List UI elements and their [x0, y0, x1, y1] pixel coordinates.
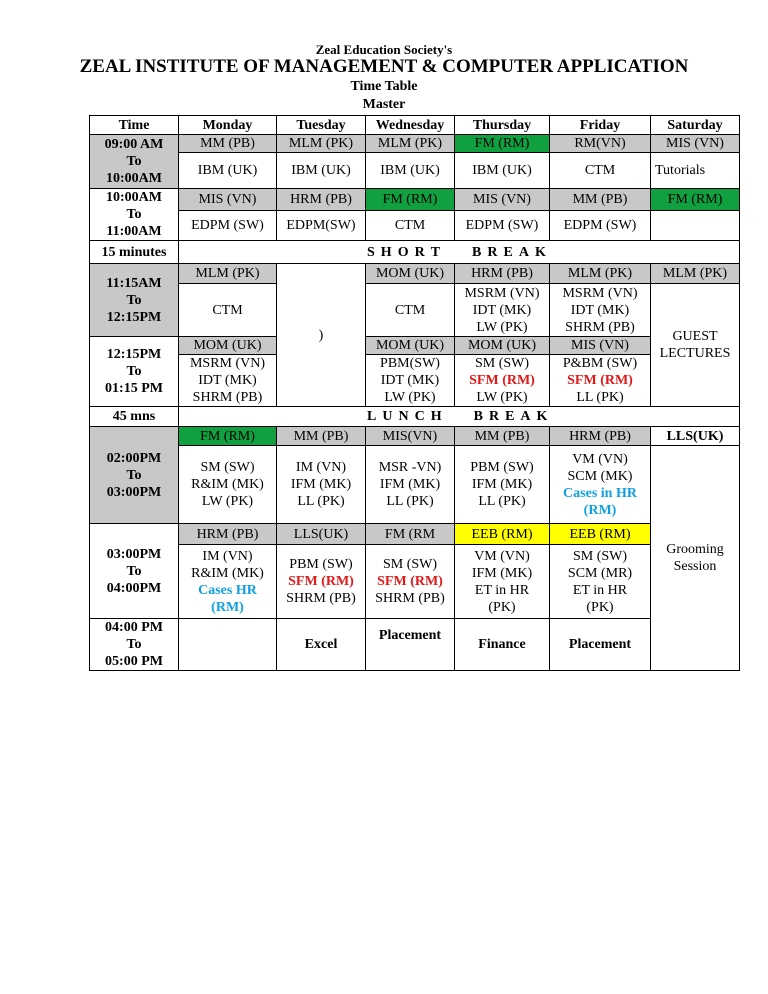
- break-letter: S: [367, 244, 381, 260]
- cell: [179, 355, 277, 407]
- cell-line: LECTURES: [659, 346, 731, 361]
- document-title: Time Table: [350, 79, 418, 94]
- cell-line: VM (VN): [474, 548, 530, 564]
- cell: MLM (PK): [179, 264, 277, 284]
- break-letter: B: [473, 409, 489, 424]
- cell: MM (PB): [179, 135, 277, 153]
- cell: HRM (PB): [455, 264, 550, 284]
- cell-line: SHRM (PB): [565, 319, 635, 335]
- cell-line: PBM(SW): [380, 356, 440, 371]
- cell-line: (RM): [211, 599, 244, 615]
- cell: FM (RM): [366, 189, 455, 211]
- cell-line: SM (SW): [200, 460, 255, 475]
- cell-line: SHRM (PB): [286, 591, 356, 606]
- lunch-break-row: [90, 407, 740, 427]
- cell: Tutorials: [651, 153, 740, 189]
- cell-line: IDT (MK): [472, 302, 532, 318]
- cell: [455, 545, 550, 619]
- cell: MIS(VN): [366, 427, 455, 446]
- cell: MOM (UK): [455, 337, 550, 355]
- time-text: 02:00PM: [106, 450, 162, 466]
- cell: ): [277, 264, 366, 407]
- time-text: To: [126, 154, 142, 169]
- cell-line: Grooming: [666, 542, 724, 557]
- cell: IBM (UK): [455, 153, 550, 189]
- col-header-saturday: Saturday: [651, 116, 740, 135]
- cell-line: IM (VN): [202, 548, 253, 564]
- cell: [455, 446, 550, 524]
- cell-line: IDT (MK): [198, 373, 257, 388]
- cell-line: ET in HR: [572, 582, 628, 598]
- cell: HRM (PB): [277, 189, 366, 211]
- cell-line: LW (PK): [201, 494, 254, 509]
- cell: IBM (UK): [179, 153, 277, 189]
- time-text: 03:00PM: [106, 484, 162, 500]
- cell: [651, 211, 740, 241]
- cell: CTM: [179, 284, 277, 337]
- cell-line: IFM (MK): [290, 477, 352, 492]
- cell: LLS(UK): [651, 427, 740, 446]
- cell-line: MSRM (VN): [464, 285, 540, 301]
- cell-line: R&IM (MK): [191, 477, 264, 492]
- cell-line: SM (SW): [474, 356, 530, 371]
- break-letter: R: [488, 409, 506, 424]
- cell-line: SHRM (PB): [192, 390, 263, 405]
- time-slot-9: [90, 619, 179, 671]
- cell: MM (PB): [277, 427, 366, 446]
- cell: [277, 545, 366, 619]
- cell: MM (PB): [550, 189, 651, 211]
- cell-line: MSR -VN): [378, 460, 442, 475]
- cell-line: (PK): [586, 599, 614, 615]
- time-slot-4: [90, 264, 179, 337]
- cell: MOM (UK): [179, 337, 277, 355]
- cell-line: SM (SW): [382, 557, 438, 572]
- cell: Placement: [366, 619, 455, 671]
- time-text: 10:00AM: [106, 171, 162, 186]
- cell: [179, 545, 277, 619]
- time-text: 09:00 AM: [104, 137, 164, 152]
- time-slot-5: [90, 337, 179, 407]
- cell: IBM (UK): [366, 153, 455, 189]
- lunch-break-label: [179, 407, 740, 427]
- break-letter: H: [380, 244, 398, 260]
- cell: HRM (PB): [550, 427, 651, 446]
- cell: FM (RM: [366, 524, 455, 545]
- time-slot-8: [90, 524, 179, 619]
- cell-line: SFM (RM): [469, 373, 535, 388]
- cell-line: PBM (SW): [289, 557, 353, 572]
- cell: FM (RM): [455, 135, 550, 153]
- society-name: Zeal Education Society's: [315, 42, 453, 57]
- break-letter: E: [505, 409, 521, 424]
- cell: MLM (PK): [550, 264, 651, 284]
- cell: [550, 284, 651, 337]
- cell-line: Session: [673, 559, 717, 574]
- cell: EEB (RM): [455, 524, 550, 545]
- cell-line: IDT (MK): [570, 302, 630, 318]
- break-letter: O: [397, 244, 415, 260]
- break-letter: R: [414, 244, 431, 260]
- cell-line: IFM (MK): [471, 477, 533, 492]
- cell: MIS (VN): [651, 135, 740, 153]
- cell-line: LL (PK): [386, 494, 434, 509]
- time-text: To: [126, 207, 142, 222]
- cell: [550, 545, 651, 619]
- cell-line: LW (PK): [476, 390, 528, 405]
- cell-line: (PK): [488, 599, 516, 615]
- break-letter: L: [367, 409, 383, 424]
- cell-line: IFM (MK): [379, 477, 441, 492]
- cell: [179, 619, 277, 671]
- break-letter: T: [430, 244, 447, 260]
- break-letter: E: [503, 244, 519, 260]
- cell: [179, 446, 277, 524]
- break-letter: U: [382, 409, 399, 424]
- cell: EDPM(SW): [277, 211, 366, 241]
- break-letter: K: [536, 409, 554, 424]
- cell: CTM: [366, 211, 455, 241]
- cell: [550, 355, 651, 407]
- cell: MLM (PK): [366, 135, 455, 153]
- col-header-monday: Monday: [179, 116, 277, 135]
- break-letter: H: [430, 409, 448, 424]
- break-letter: A: [520, 409, 537, 424]
- time-text: 11:15AM: [106, 275, 162, 291]
- cell: EEB (RM): [550, 524, 651, 545]
- cell-line: SHRM (PB): [375, 591, 445, 606]
- cell: FM (RM): [651, 189, 740, 211]
- time-slot-7: [90, 427, 179, 524]
- cell: [366, 545, 455, 619]
- time-text: 01:15 PM: [105, 381, 163, 396]
- cell: [550, 446, 651, 524]
- time-slot-2: [90, 189, 179, 241]
- cell: MIS (VN): [550, 337, 651, 355]
- cell: MOM (UK): [366, 264, 455, 284]
- cell: CTM: [366, 284, 455, 337]
- cell-line: SFM (RM): [377, 574, 443, 589]
- cell-line: (RM): [583, 502, 617, 518]
- cell-line: LW (PK): [476, 319, 528, 335]
- cell: MIS (VN): [179, 189, 277, 211]
- cell: [277, 446, 366, 524]
- time-text: 04:00PM: [106, 580, 162, 596]
- cell: MOM (UK): [366, 337, 455, 355]
- time-slot-1: [90, 135, 179, 189]
- cell-line: LW (PK): [384, 390, 436, 405]
- cell: Placement: [550, 619, 651, 671]
- cell: Excel: [277, 619, 366, 671]
- cell: [455, 355, 550, 407]
- cell-line: R&IM (MK): [191, 565, 264, 581]
- header-row: [90, 116, 740, 135]
- time-text: 10:00AM: [106, 190, 162, 205]
- timetable: [89, 115, 740, 671]
- time-text: 05:00 PM: [105, 654, 163, 669]
- cell: [651, 446, 740, 671]
- time-text: To: [126, 637, 142, 652]
- cell: FM (RM): [179, 427, 277, 446]
- cell-line: LL (PK): [576, 390, 624, 405]
- cell: MM (PB): [455, 427, 550, 446]
- cell: EDPM (SW): [455, 211, 550, 241]
- col-header-thursday: Thursday: [455, 116, 550, 135]
- short-break-row: [90, 241, 740, 264]
- cell-line: MSRM (VN): [189, 356, 266, 371]
- time-text: To: [126, 292, 142, 308]
- cell-line: LL (PK): [297, 494, 345, 509]
- cell: HRM (PB): [179, 524, 277, 545]
- cell: [366, 355, 455, 407]
- cell: [366, 446, 455, 524]
- cell-line: SFM (RM): [567, 373, 633, 388]
- time-break-short: 15 minutes: [90, 241, 179, 264]
- time-text: 12:15PM: [106, 347, 162, 362]
- cell-line: Cases HR: [198, 582, 257, 598]
- col-header-tuesday: Tuesday: [277, 116, 366, 135]
- cell: CTM: [550, 153, 651, 189]
- cell: EDPM (SW): [179, 211, 277, 241]
- cell-line: SFM (RM): [288, 574, 354, 589]
- cell-line: PBM (SW): [470, 460, 534, 475]
- cell-line: GUEST: [672, 329, 718, 344]
- time-break-lunch: 45 mns: [90, 407, 179, 427]
- cell-line: MSRM (VN): [562, 285, 638, 301]
- time-text: 03:00PM: [106, 546, 162, 562]
- cell: MLM (PK): [651, 264, 740, 284]
- cell-line: IFM (MK): [471, 565, 533, 581]
- cell: MLM (PK): [277, 135, 366, 153]
- break-letter: B: [472, 244, 488, 260]
- col-header-time: Time: [90, 116, 179, 135]
- break-letter: C: [414, 409, 431, 424]
- cell: EDPM (SW): [550, 211, 651, 241]
- cell-line: LL (PK): [478, 494, 526, 509]
- break-letter: R: [487, 244, 504, 260]
- cell-line: IDT (MK): [380, 373, 440, 388]
- cell-line: SCM (MR): [567, 565, 633, 581]
- cell: MIS (VN): [455, 189, 550, 211]
- cell-line: Cases in HR: [563, 485, 637, 501]
- time-text: 12:15PM: [106, 309, 162, 325]
- cell-line: ET in HR: [474, 582, 530, 598]
- cell-line: SCM (MK): [567, 468, 633, 484]
- cell-line: SM (SW): [572, 548, 628, 564]
- time-text: To: [126, 364, 142, 379]
- cell: Finance: [455, 619, 550, 671]
- time-text: To: [126, 467, 142, 483]
- cell-line: IM (VN): [295, 460, 347, 475]
- institute-name: ZEAL INSTITUTE OF MANAGEMENT & COMPUTER APPLICATION: [79, 56, 689, 77]
- cell: [651, 284, 740, 407]
- document-subtitle: Master: [362, 97, 406, 112]
- time-text: 11:00AM: [106, 224, 162, 239]
- cell: LLS(UK): [277, 524, 366, 545]
- cell: RM(VN): [550, 135, 651, 153]
- cell-line: P&BM (SW): [562, 356, 638, 371]
- break-letter: N: [398, 409, 415, 424]
- col-header-friday: Friday: [550, 116, 651, 135]
- short-break-label: [179, 241, 740, 264]
- col-header-wednesday: Wednesday: [366, 116, 455, 135]
- break-letter: K: [534, 244, 552, 260]
- cell-line: VM (VN): [572, 451, 628, 467]
- time-text: To: [126, 563, 142, 579]
- time-text: 04:00 PM: [105, 620, 163, 635]
- break-letter: A: [518, 244, 535, 260]
- cell: IBM (UK): [277, 153, 366, 189]
- cell: [455, 284, 550, 337]
